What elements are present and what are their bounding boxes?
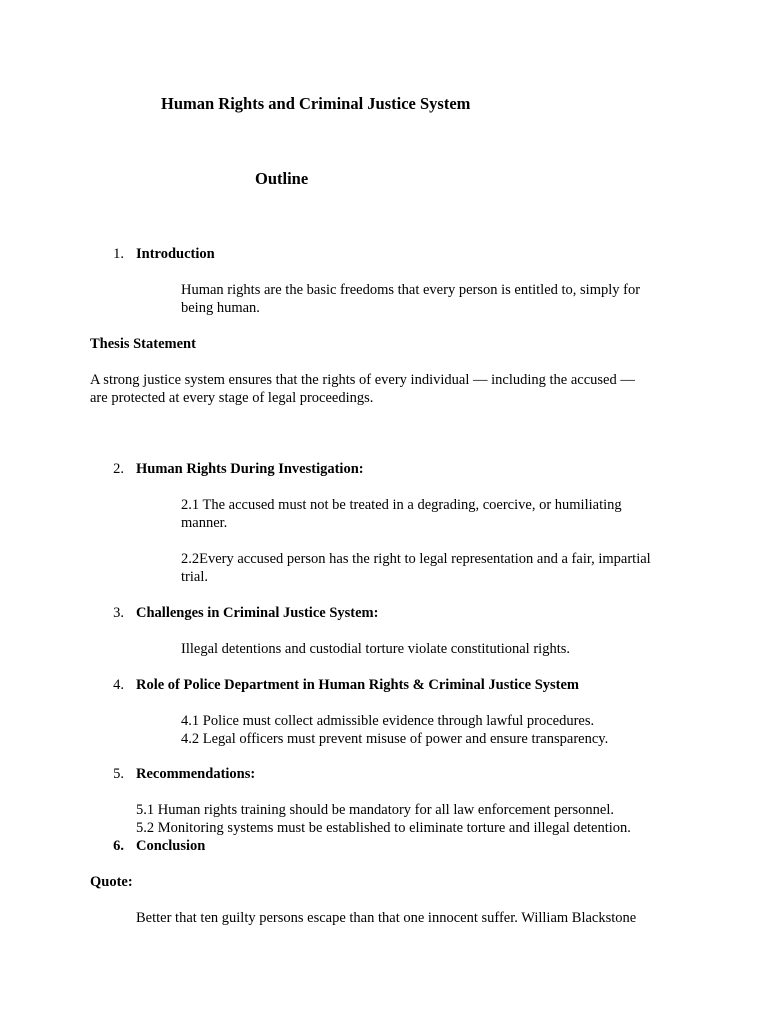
list-number: 3. [113,605,124,621]
paragraph-line: 4.1 Police must collect admissible evidence through lawful procedures. [181,713,595,729]
list-number: 2. [113,461,124,477]
document-title: Human Rights and Criminal Justice System [161,94,471,113]
list-number: 4. [113,677,124,693]
paragraph-line: being human. [181,300,260,316]
paragraph-line: Illegal detentions and custodial torture violate constitutional rights. [181,641,570,657]
thesis-heading: Thesis Statement [90,336,196,352]
paragraph-line: Human rights are the basic freedoms that every person is entitled to, simply for [181,282,641,298]
list-number: 5. [113,766,124,782]
paragraph-line: 2.2Every accused person has the right to legal representation and a fair, impartial [181,551,651,567]
section-heading: Recommendations: [136,766,256,782]
quote-heading: Quote: [90,874,133,890]
section-heading: Role of Police Department in Human Rights & Criminal Justice System [136,677,580,693]
paragraph-line: 5.2 Monitoring systems must be established to eliminate torture and illegal detention. [136,820,631,836]
paragraph-line: are protected at every stage of legal proceedings. [90,390,374,406]
paragraph-line: 4.2 Legal officers must prevent misuse of power and ensure transparency. [181,731,609,747]
paragraph-line: trial. [181,569,208,585]
list-number: 1. [113,246,124,262]
document-subtitle: Outline [255,169,309,188]
paragraph-line: manner. [181,515,228,531]
section-heading: Challenges in Criminal Justice System: [136,605,379,621]
paragraph-line: 5.1 Human rights training should be mandatory for all law enforcement personnel. [136,802,614,818]
quote-text: Better that ten guilty persons escape than that one innocent suffer. William Blackstone [136,910,637,926]
list-number: 6. [113,838,124,854]
section-heading: Introduction [136,246,215,262]
section-heading: Conclusion [136,838,206,854]
paragraph-line: A strong justice system ensures that the rights of every individual — including the accused — [90,372,635,388]
section-heading: Human Rights During Investigation: [136,461,364,477]
paragraph-line: 2.1 The accused must not be treated in a degrading, coercive, or humiliating [181,497,622,513]
